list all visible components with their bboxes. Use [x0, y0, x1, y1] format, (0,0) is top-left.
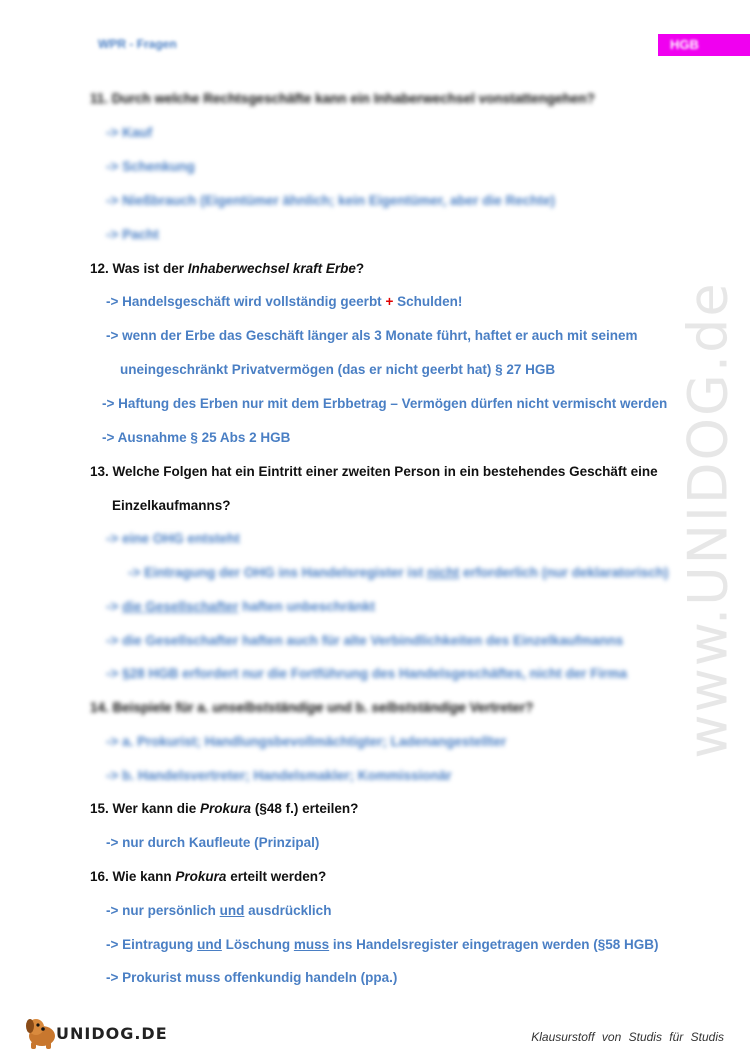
question-14-mid: und b.: [323, 700, 372, 715]
question-12-suffix: ?: [355, 261, 365, 276]
subject-tag: [658, 34, 750, 56]
answer-12-4: -> Ausnahme § 25 Abs 2 HGB: [102, 430, 291, 445]
question-15-italic: Prokura: [200, 801, 252, 816]
plus-sign: +: [385, 294, 394, 309]
question-15-suffix: (§48 f.) erteilen?: [251, 801, 359, 816]
question-16-suffix: erteilt werden?: [226, 869, 327, 884]
answer-13-2-prefix: ->: [106, 599, 123, 614]
answer-16-1-underline: und: [219, 903, 245, 918]
question-13-line1: 13. Welche Folgen hat ein Eintritt einer zweiten Person in ein bestehendes Geschäft eine: [90, 464, 658, 479]
answer-16-2-underline-2: muss: [293, 937, 330, 952]
question-14-italic-2: selbstständige: [371, 700, 466, 715]
answer-13-2-underline: die Gesellschafter: [122, 599, 239, 614]
answer-13-1-sub: [128, 564, 669, 582]
answer-16-2-suffix: ins Handelsregister eingetragen werden (§58 HGB): [329, 937, 659, 952]
answer-12-2-line2: uneingeschränkt Privatvermögen (das er nicht geerbt hat) § 27 HGB: [120, 362, 556, 377]
answer-12-1-text: -> Handelsgeschäft wird vollständig geerbt: [106, 294, 386, 309]
question-12-italic: Inhaberwechsel kraft Erbe: [187, 261, 356, 276]
question-16-prefix: 16. Wie kann: [90, 869, 176, 884]
question-16: [90, 868, 326, 886]
watermark: www.UNIDOG.de: [676, 281, 740, 759]
subject-tag-label: HGB: [670, 37, 699, 52]
answer-16-2-mid: Löschung: [221, 937, 294, 952]
answer-13-1: -> eine OHG entsteht: [106, 531, 240, 546]
answer-15-1: -> nur durch Kaufleute (Prinzipal): [106, 835, 320, 850]
answer-16-1-prefix: -> nur persönlich: [106, 903, 220, 918]
answer-13-1-sub-prefix: -> Eintragung der OHG ins Handelsregister ist: [128, 565, 427, 580]
header-title: WPR - Fragen: [98, 37, 177, 51]
answer-14-2: -> b. Handelsvertreter; Handelsmakler; Kommissionär: [106, 768, 452, 783]
answer-11-4: -> Pacht: [106, 227, 159, 242]
dog-icon: [26, 1019, 55, 1049]
footer-tagline: Klausurstoff von Studis für Studis: [531, 1030, 724, 1044]
answer-12-2-line1: -> wenn der Erbe das Geschäft länger als 3 Monate führt, haftet er auch mit seinem: [106, 328, 638, 343]
question-14-italic-1: unselbstständige: [212, 700, 324, 715]
question-12: [90, 260, 364, 278]
question-14: [90, 699, 533, 717]
answer-16-2-underline-1: und: [197, 937, 222, 952]
answer-13-2-suffix: haften unbeschränkt: [238, 599, 375, 614]
answer-11-3: -> Nießbrauch (Eigentümer ähnlich; kein Eigentümer, aber die Rechte): [106, 193, 555, 208]
question-13-line2: Einzelkaufmanns?: [112, 498, 231, 513]
answer-16-2: [106, 936, 659, 954]
question-14-suffix: Vertreter?: [465, 700, 534, 715]
answer-13-3: -> die Gesellschafter haften auch für alte Verbindlichkeiten des Einzelkaufmanns: [106, 633, 624, 648]
answer-12-1-end: Schulden!: [393, 294, 463, 309]
answer-16-3: -> Prokurist muss offenkundig handeln (ppa.): [106, 970, 398, 985]
answer-16-1-suffix: ausdrücklich: [244, 903, 332, 918]
answer-13-4: -> §28 HGB erfordert nur die Fortführung des Handelsgeschäftes, nicht der Firma: [106, 666, 627, 681]
answer-12-1: [106, 293, 462, 311]
answer-11-1: -> Kauf: [106, 125, 153, 140]
answer-13-2: [106, 598, 375, 616]
question-15: [90, 800, 358, 818]
question-14-prefix: 14. Beispiele für a.: [90, 700, 213, 715]
logo-text: UNIDOG.DE: [56, 1024, 168, 1043]
answer-14-1: -> a. Prokurist; Handlungsbevollmächtigter; Ladenangestellter: [106, 734, 507, 749]
question-16-italic: Prokura: [175, 869, 227, 884]
answer-13-1-sub-suffix: erforderlich (nur deklaratorisch): [459, 565, 669, 580]
question-12-prefix: 12. Was ist der: [90, 261, 188, 276]
question-11: 11. Durch welche Rechtsgeschäfte kann ein Inhaberwechsel vonstattengehen?: [90, 91, 595, 106]
answer-13-1-sub-underline: nicht: [426, 565, 460, 580]
answer-16-2-prefix: -> Eintragung: [106, 937, 198, 952]
answer-11-2: -> Schenkung: [106, 159, 195, 174]
answer-12-3: -> Haftung des Erben nur mit dem Erbbetrag – Vermögen dürfen nicht vermischt werden: [102, 396, 668, 411]
question-15-prefix: 15. Wer kann die: [90, 801, 201, 816]
answer-16-1: [106, 902, 331, 920]
